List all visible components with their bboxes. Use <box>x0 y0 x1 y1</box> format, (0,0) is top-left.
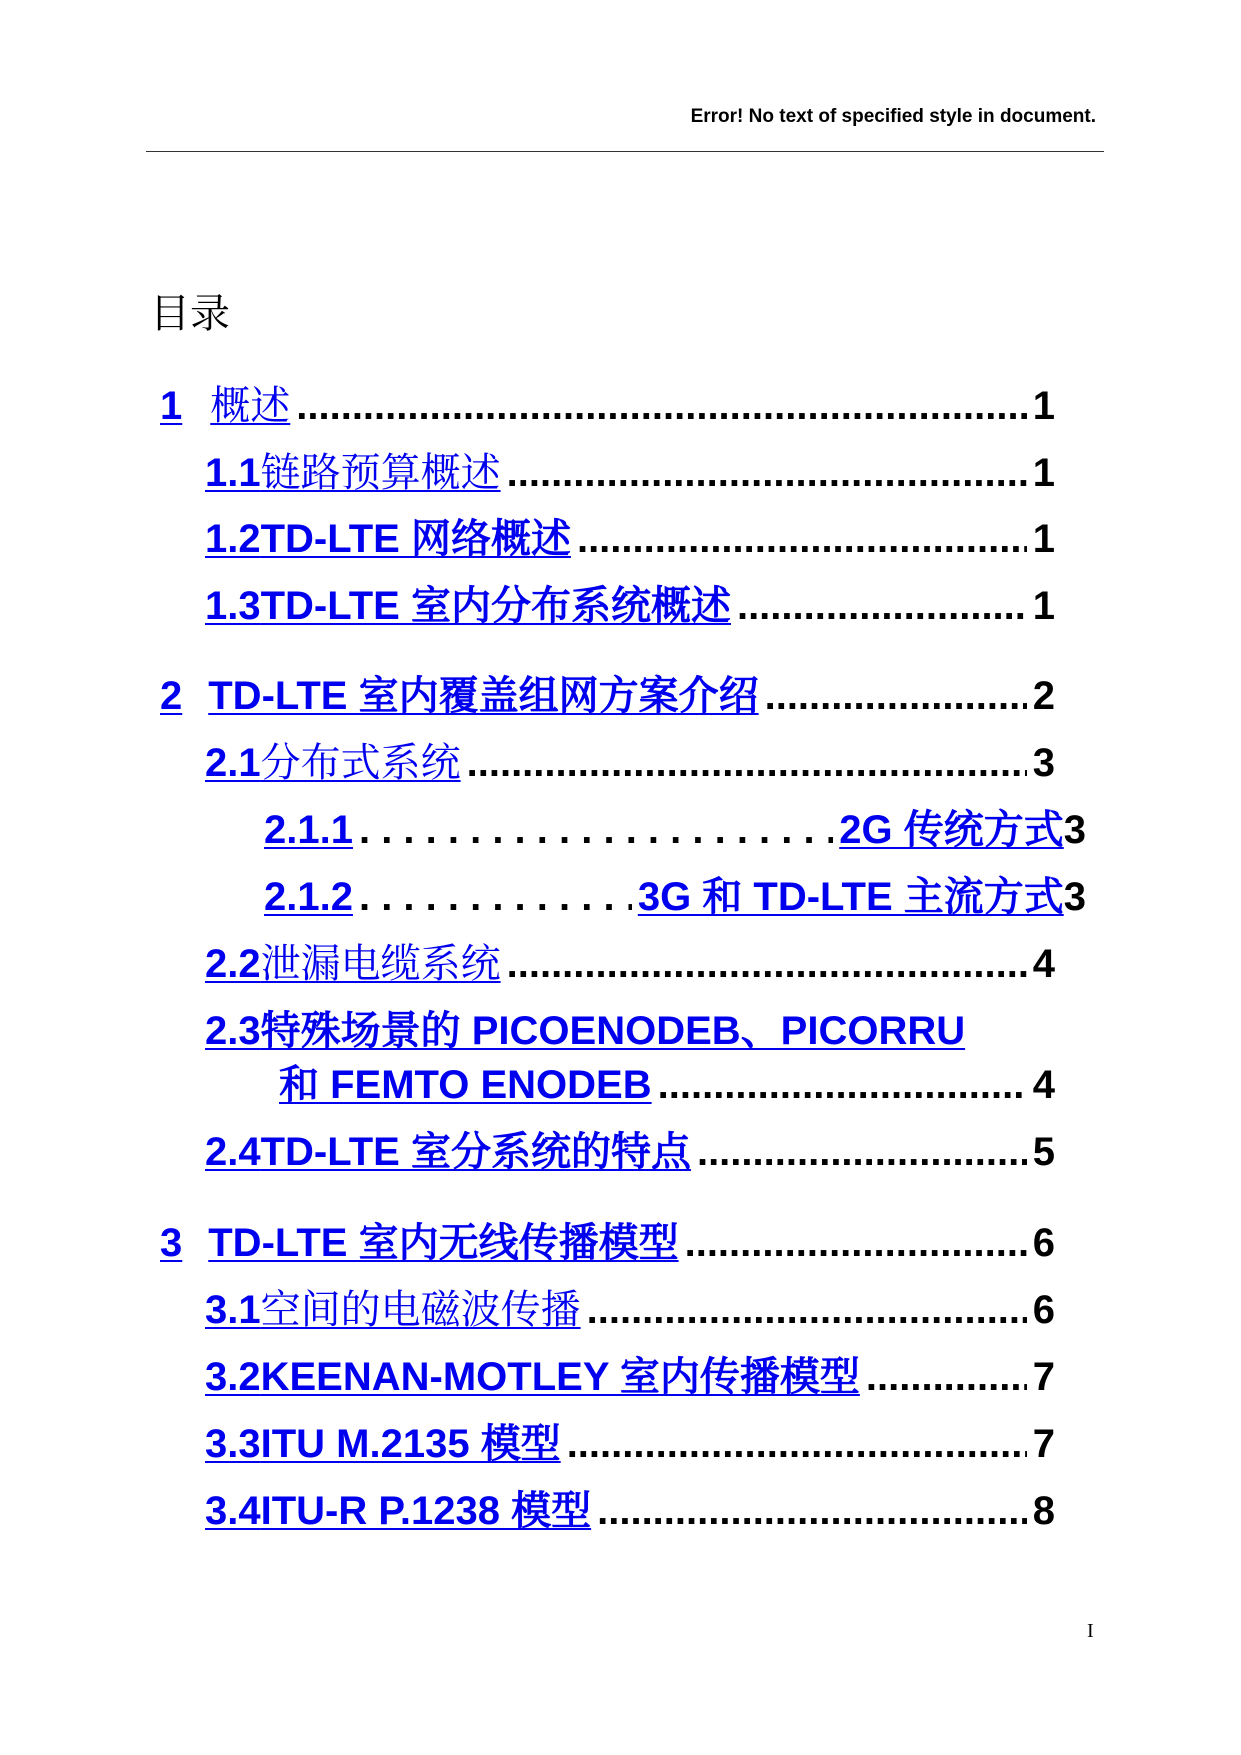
page-number: I <box>1087 1620 1094 1642</box>
toc-entry-link[interactable] <box>205 932 501 989</box>
dot-leader <box>507 942 1027 987</box>
dot-leader <box>685 1221 1027 1266</box>
toc-entry-page: 1 <box>1032 384 1055 428</box>
toc-entry-number: 2.1 <box>205 741 261 785</box>
header-rule <box>146 151 1104 152</box>
toc-entry-number[interactable]: 2.1.1 <box>264 808 353 852</box>
toc-entry-1-1[interactable] <box>205 441 1055 498</box>
dot-leader <box>567 1422 1027 1467</box>
dot-leader <box>658 1063 1027 1108</box>
toc-entry-number[interactable]: 1 <box>160 384 183 428</box>
toc-entry-page: 7 <box>1032 1422 1055 1466</box>
toc-entry-3[interactable] <box>160 1211 1055 1268</box>
dot-leader <box>507 451 1027 496</box>
toc-entry-link[interactable] <box>205 1479 591 1536</box>
toc-entry-number: 3.4 <box>205 1489 261 1533</box>
dot-leader <box>866 1355 1027 1400</box>
toc-entry-1[interactable] <box>160 374 1055 431</box>
toc-entry-link[interactable] <box>205 999 965 1056</box>
toc-entry-number: 2.2 <box>205 942 261 986</box>
toc-entry-2-3[interactable] <box>205 999 1055 1056</box>
toc-entry-1-2[interactable] <box>205 507 1055 564</box>
dot-leader <box>765 674 1027 719</box>
toc-entry-page: 3 <box>1063 875 1086 919</box>
toc-entry-label: TD-LTE 室内分布系统概述 <box>260 584 731 628</box>
toc-entry-link[interactable] <box>205 1412 561 1469</box>
toc-entry-label: ITU-R P.1238 模型 <box>260 1489 592 1533</box>
toc-entry-page: 1 <box>1032 517 1055 561</box>
toc-entry-label: 特殊场景的 PICOENODEB、PICORRU <box>260 1009 966 1053</box>
toc-entry-page: 5 <box>1032 1130 1055 1174</box>
toc-entry-number: 1.1 <box>205 451 261 495</box>
toc-entry-page: 6 <box>1032 1221 1055 1265</box>
dot-leader <box>467 741 1027 786</box>
toc-entry-link[interactable]: 3G 和 TD-LTE 主流方式 <box>637 875 1064 919</box>
toc-entry-2-1-1[interactable] <box>264 798 1086 855</box>
toc-entry-page: 4 <box>1032 1063 1055 1107</box>
toc-entry-page: 6 <box>1032 1288 1055 1332</box>
toc-entry-link[interactable]: TD-LTE 室内无线传播模型 <box>208 1221 679 1265</box>
dot-leader <box>577 517 1027 562</box>
toc-entry-page: 3 <box>1032 741 1055 785</box>
toc-entry-page: 7 <box>1032 1355 1055 1399</box>
toc-entry-link[interactable] <box>205 1345 860 1402</box>
toc-entry-2-2[interactable] <box>205 932 1055 989</box>
toc-entry-page: 1 <box>1032 584 1055 628</box>
toc-entry-3-3[interactable] <box>205 1412 1055 1469</box>
toc-entry-1-3[interactable] <box>205 574 1055 631</box>
dot-leader <box>359 875 632 920</box>
toc-entry-3-2[interactable] <box>205 1345 1055 1402</box>
toc-entry-number: 3.2 <box>205 1355 261 1399</box>
toc-entry-link[interactable] <box>205 1278 581 1335</box>
toc-entry-label: TD-LTE 室分系统的特点 <box>260 1130 691 1174</box>
toc-entry-label: 链路预算概述 <box>260 450 501 496</box>
toc-entry-label: 分布式系统 <box>260 740 461 786</box>
dot-leader <box>296 384 1027 429</box>
toc-entry-label: 泄漏电缆系统 <box>260 941 501 987</box>
toc-entry-number: 3.1 <box>205 1288 261 1332</box>
toc-entry-number: 3.3 <box>205 1422 261 1466</box>
toc-entry-2-4[interactable] <box>205 1120 1055 1177</box>
toc-entry-link[interactable] <box>205 507 571 564</box>
toc-entry-label: ITU M.2135 模型 <box>260 1422 561 1466</box>
dot-leader <box>697 1130 1027 1175</box>
toc-entry-page: 3 <box>1063 808 1086 852</box>
dot-leader <box>359 808 833 853</box>
toc-entry-3-4[interactable] <box>205 1479 1055 1536</box>
toc-entry-page: 8 <box>1032 1489 1055 1533</box>
running-header: Error! No text of specified style in document. <box>690 106 1096 127</box>
toc-entry-page: 2 <box>1032 674 1055 718</box>
toc-entry-number: 2.4 <box>205 1130 261 1174</box>
toc-entry-label: KEENAN-MOTLEY 室内传播模型 <box>260 1355 860 1399</box>
dot-leader <box>597 1489 1027 1534</box>
toc-entry-label: TD-LTE 网络概述 <box>260 517 571 561</box>
dot-leader <box>737 584 1027 629</box>
toc-entry-number[interactable]: 2 <box>160 674 183 718</box>
toc-entry-link[interactable]: 和 FEMTO ENODEB <box>279 1063 652 1107</box>
toc-entry-number[interactable]: 3 <box>160 1221 183 1265</box>
toc-entry-2-1[interactable] <box>205 731 1055 788</box>
toc-entry-link[interactable] <box>205 731 461 788</box>
toc-entry-link[interactable] <box>205 441 501 498</box>
toc-entry-2[interactable] <box>160 664 1055 721</box>
toc-entry-number: 1.3 <box>205 584 261 628</box>
toc-entry-3-1[interactable] <box>205 1278 1055 1335</box>
toc-entry-page: 1 <box>1032 451 1055 495</box>
toc-entry-page: 4 <box>1032 942 1055 986</box>
toc-title: 目录 <box>150 291 230 337</box>
toc-entry-link[interactable]: 概述 <box>210 383 291 429</box>
toc-entry-number: 1.2 <box>205 517 261 561</box>
toc-entry-link[interactable]: 2G 传统方式 <box>839 808 1064 852</box>
toc-entry-number[interactable]: 2.1.2 <box>264 875 353 919</box>
toc-entry-link[interactable]: TD-LTE 室内覆盖组网方案介绍 <box>208 674 759 718</box>
toc-entry-2-1-2[interactable] <box>264 865 1086 922</box>
toc-entry-label: 空间的电磁波传播 <box>260 1287 581 1333</box>
toc-entry-link[interactable] <box>205 574 731 631</box>
toc-entry-2-3-continued[interactable] <box>279 1053 1055 1110</box>
toc-entry-link[interactable] <box>205 1120 691 1177</box>
dot-leader <box>587 1288 1027 1333</box>
toc-entry-number: 2.3 <box>205 1009 261 1053</box>
